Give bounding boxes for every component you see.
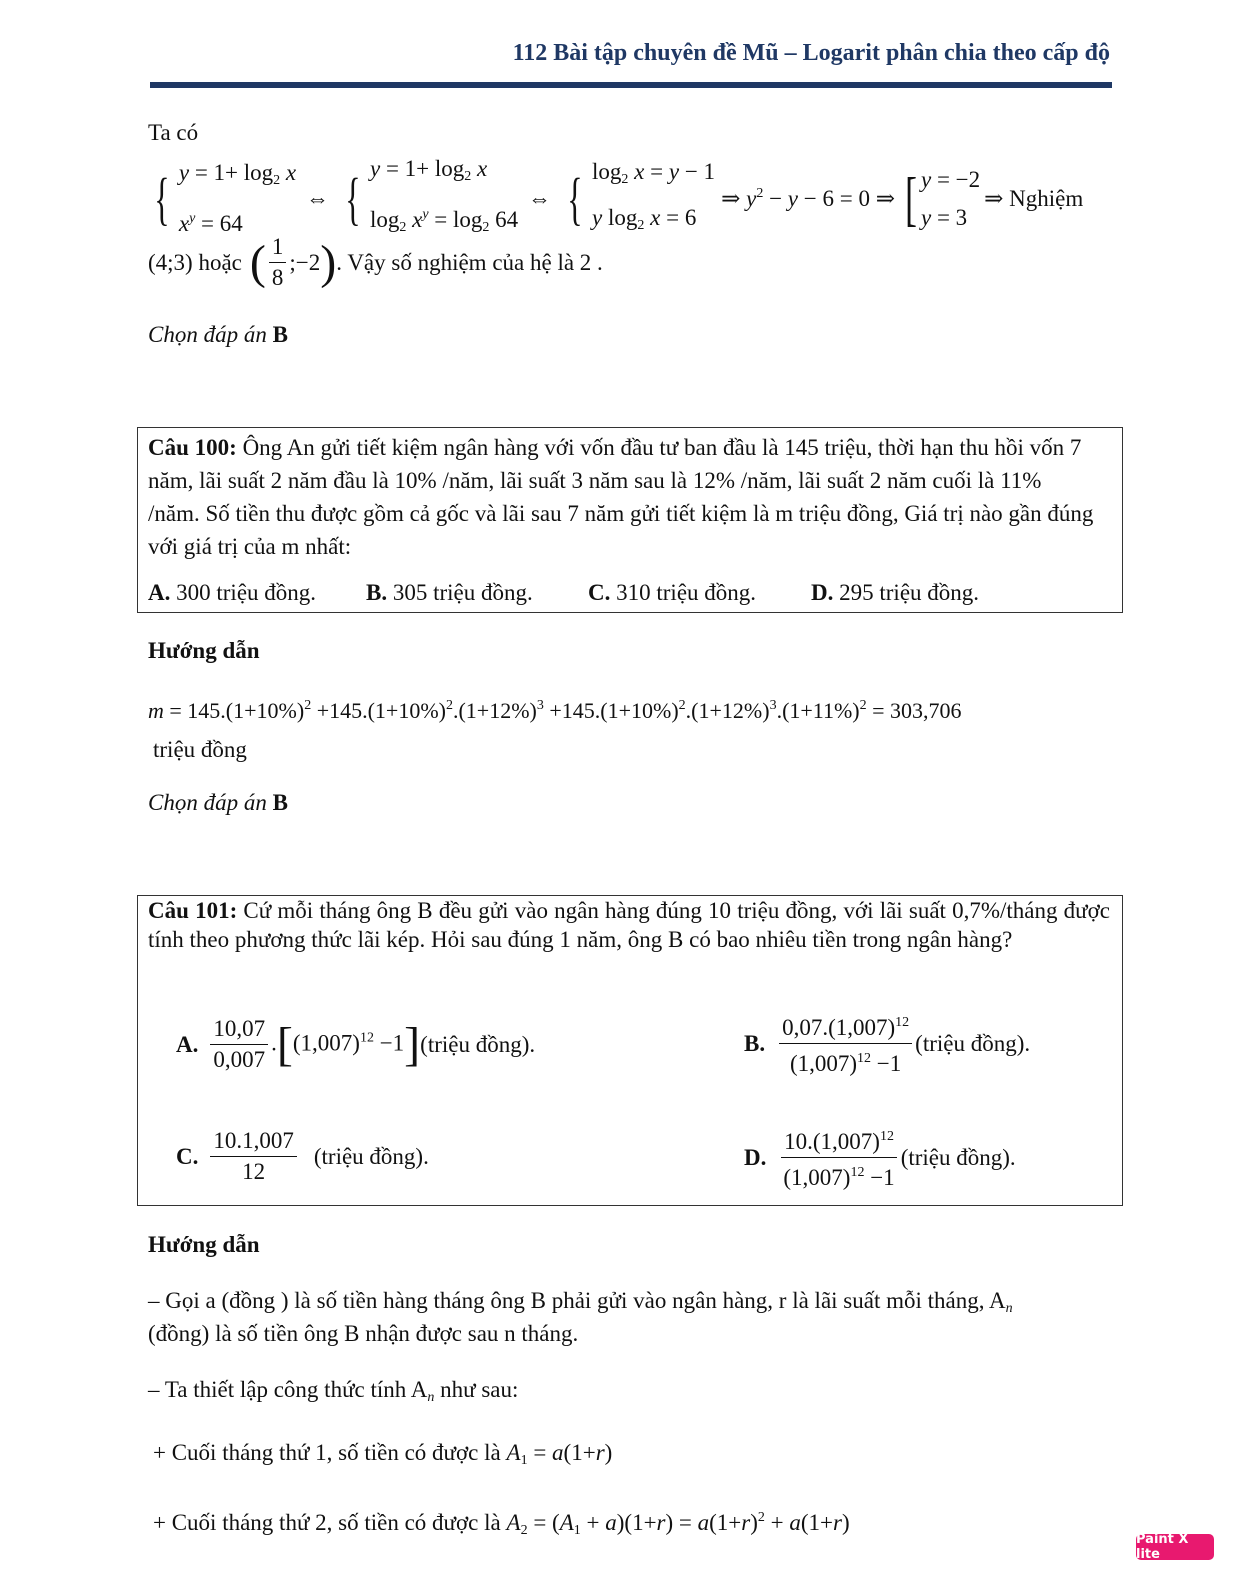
question-101-option-d[interactable]: D. $\frac{10.(1,007)^{12}}{(1,007)^{12} -1}$ (triệu đồng). [744, 1122, 1016, 1193]
conclusion-text: . Vậy số nghiệm của hệ là 2 . [336, 249, 603, 275]
q101-guide-line-3: – Ta thiết lập công thức tính $A_n$ như sau: [148, 1377, 519, 1405]
question-101-option-b[interactable]: B. $\frac{0,07.(1,007)^{12}}{(1,007)^{12} -1}$ (triệu đồng). [744, 1008, 1030, 1079]
question-100-option-c[interactable]: C. 310 triệu đồng. [588, 580, 757, 605]
q100-formula: $m = 145.(1+10\%)^2 +145.(1+10\%)^2.(1+12\%)^3 +145.(1+10\%)^2.(1+12\%)^3.(1+11\%)^2 = 303,706$ [148, 698, 962, 723]
q100-guide-title: Hướng dẫn [148, 638, 260, 663]
question-100-option-d[interactable]: D. 295 triệu đồng. [811, 580, 980, 605]
header-divider [150, 82, 1112, 88]
question-100-option-b[interactable]: B. 305 triệu đồng. [366, 580, 533, 605]
page-header-title: 112 Bài tập chuyên đề Mũ – Logarit phân chia theo cấp độ [512, 40, 1110, 66]
q101-guide-line-1: – Gọi a (đồng ) là số tiền hàng tháng ông B phải gửi vào ngân hàng, r là lãi suất mỗi tháng, $A_n$ [148, 1288, 1013, 1316]
q101-guide-line-4: + Cuối tháng thứ 1, số tiền có được là $A_1 = a(1+r)$ [153, 1440, 613, 1468]
system-equations: { $y = 1+ \log_2 x$ $x^y = 64$ ⇔ { $y = 1+ \log_2 x$ $\log_2 x^y = \log_2 64$ ⇔ { $\log_2 x = y - 1$ y $\log_2 x = 6$ ⇒ $y^2 - y - 6 = 0$ ⇒ [ y = −2 y = 3 ⇒ Nghiệm [154, 156, 1084, 236]
q100-unit: triệu đồng [153, 737, 247, 762]
prev-answer: Chọn đáp án B [148, 322, 288, 347]
hoac-text: hoặc [198, 249, 242, 275]
intro-text: Ta có [148, 120, 199, 145]
question-101-text: Câu 101: Cứ mỗi tháng ông B đều gửi vào ngân hàng đúng 10 triệu đồng, với lãi suất 0,7%/tháng được tính theo phương thức lãi kép. Hỏi sau đúng 1 năm, ông B có bao nhiêu tiền trong ngân hàng? [148, 898, 1111, 952]
question-101-option-c[interactable]: C. $\frac{10.1,007}{12}$ (triệu đồng). [176, 1128, 429, 1184]
q101-guide-title: Hướng dẫn [148, 1232, 260, 1257]
nghiem-label: Nghiệm [1009, 185, 1084, 211]
q100-answer: Chọn đáp án B [148, 790, 288, 815]
watermark-badge: Paint X lite [1136, 1534, 1214, 1560]
q101-guide-line-2: (đồng) là số tiền ông B nhận được sau n tháng. [148, 1321, 579, 1346]
solution-line: (4;3) hoặc ( $\frac{1}{8}$ ;−2 ) . Vậy số nghiệm của hệ là 2 . [148, 234, 603, 290]
question-101-option-a[interactable]: A. $\frac{10,07}{0,007}$ $.[(1,007)^{12} -1]$ (triệu đồng). [176, 1016, 536, 1072]
question-100-box [137, 427, 1123, 613]
q101-guide-line-5: + Cuối tháng thứ 2, số tiền có được là $A_2 = (A_1 + a)(1+r) = a(1+r)^2 + a(1+r)$ [153, 1510, 850, 1538]
question-100-text: Câu 100: Ông An gửi tiết kiệm ngân hàng với vốn đầu tư ban đầu là 145 triệu, thời hạn thu hồi vốn 7 năm, lãi suất 2 năm đầu là 10% /năm, lãi suất 3 năm sau là 12% /năm, lãi suất 2 năm cuối là 11% /năm. Số tiền thu được gồm cả gốc và lãi sau 7 năm gửi tiết kiệm là m triệu đồng, Giá trị nào gần đúng với giá trị của m nhất: [148, 435, 1094, 559]
question-100-option-a[interactable]: A. 300 triệu đồng. [148, 580, 317, 605]
question-101-box [137, 895, 1123, 1206]
